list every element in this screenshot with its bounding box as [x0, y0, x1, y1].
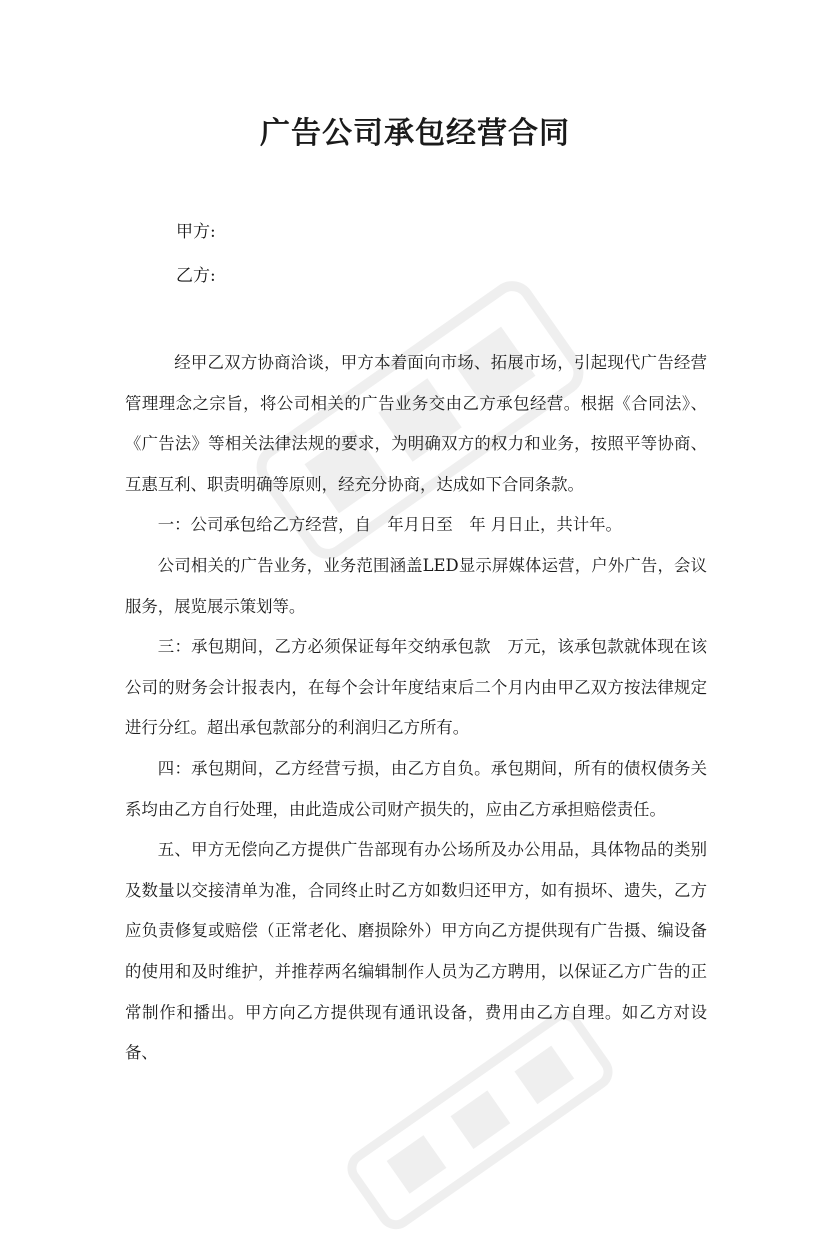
party-a-label: 甲方: — [176, 222, 216, 242]
clause-paragraph: 一：公司承包给乙方经营，自 年月日至 年 月日止，共计年。 — [157, 515, 622, 535]
contract-body — [125, 343, 707, 1074]
clause-paragraph: 五、甲方无偿向乙方提供广告部现有办公场所及办公用品，具体物品的类别及数量以交接清单为准，合同终止时乙方如数归还甲方，如有损坏、遗失，乙方应负责修复或赔偿（正常老化、磨损除外）甲方向乙方提供现有广告摄、编设备的使用和及时维护，并推荐两名编辑制作人员为乙方聘用，以保证乙方广告的正常制作和播出。甲方向乙方提供现有通讯设备，费用由乙方自理。如乙方对设备、 — [125, 840, 707, 1063]
clause-paragraph: 公司相关的广告业务，业务范围涵盖LED显示屏媒体运营，户外广告，会议服务，展览展示策划等。 — [125, 555, 707, 616]
page-title: 广告公司承包经营合同 — [260, 116, 570, 151]
party-b-label: 乙方: — [176, 266, 216, 286]
clause-paragraph: 三：承包期间，乙方必须保证每年交纳承包款 万元，该承包款就体现在该公司的财务会计报表内，在每个会计年度结束后二个月内由甲乙双方按法律规定进行分红。超出承包款部分的利润归乙方所有。 — [125, 637, 707, 738]
clause-paragraph: 四：承包期间，乙方经营亏损，由乙方自负。承包期间，所有的债权债务关系均由乙方自行处理，由此造成公司财产损失的，应由乙方承担赔偿责任。 — [125, 758, 707, 819]
intro-paragraph: 经甲乙双方协商洽谈，甲方本着面向市场、拓展市场，引起现代广告经营管理理念之宗旨，将公司相关的广告业务交由乙方承包经营。根据《合同法》、《广告法》等相关法律法规的要求，为明确双方的权力和业务，按照平等协商、互惠互利、职责明确等原则，经充分协商，达成如下合同条款。 — [125, 353, 707, 494]
